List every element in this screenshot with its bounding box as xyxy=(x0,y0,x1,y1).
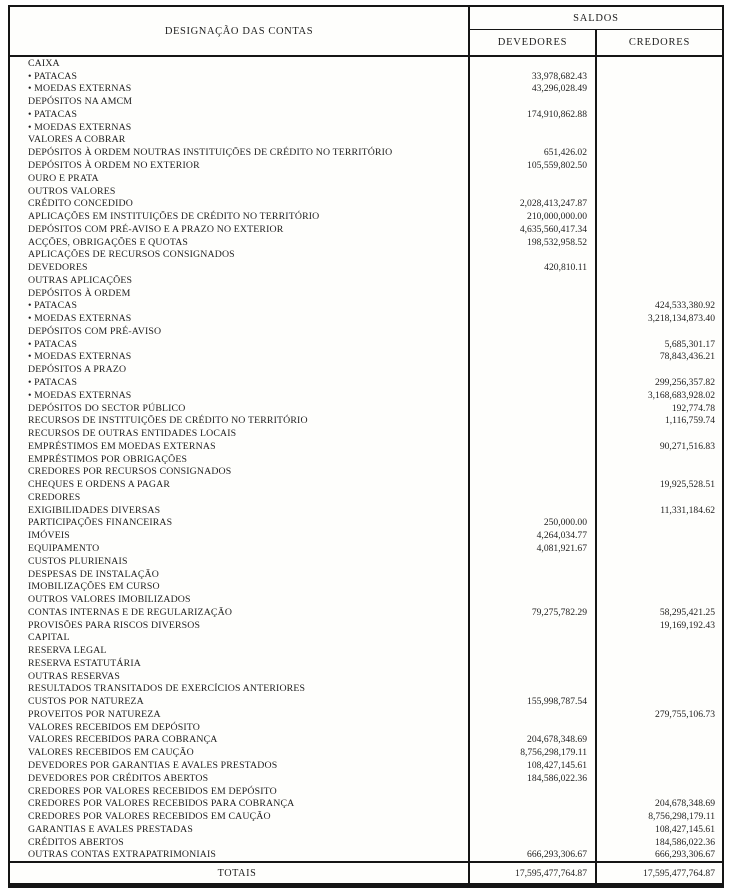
table-row xyxy=(10,785,722,798)
devedores-value xyxy=(470,402,597,415)
devedores-value xyxy=(470,121,597,134)
table-row xyxy=(10,772,722,785)
account-label: DEPÓSITOS COM PRÉ-AVISO xyxy=(10,325,470,338)
devedores-value xyxy=(470,580,597,593)
devedores-value: 43,296,028.49 xyxy=(470,83,597,96)
table-row xyxy=(10,427,722,440)
credores-value xyxy=(597,159,722,172)
account-label: • MOEDAS EXTERNAS xyxy=(10,351,470,364)
credores-value: 666,293,306.67 xyxy=(655,849,715,861)
account-label: CONTAS INTERNAS E DE REGULARIZAÇÃO xyxy=(10,606,470,619)
credores-value: 78,843,436.21 xyxy=(659,351,715,363)
table-row xyxy=(10,376,722,389)
credores-value: 58,295,421.25 xyxy=(659,606,715,618)
credores-value: 19,169,192.43 xyxy=(659,619,715,631)
devedores-value: 4,081,921.67 xyxy=(470,542,597,555)
credores-value: 279,755,106.73 xyxy=(655,708,715,720)
table-row xyxy=(10,848,722,861)
table-row xyxy=(10,146,722,159)
devedores-value: 2,028,413,247.87 xyxy=(470,197,597,210)
account-label: OUTRAS CONTAS EXTRAPATRIMONIAIS xyxy=(10,848,470,861)
devedores-value xyxy=(470,300,597,313)
credores-value xyxy=(597,185,722,198)
credores-value xyxy=(597,210,722,223)
account-label: DEPÓSITOS DO SECTOR PÚBLICO xyxy=(10,402,470,415)
totals-row xyxy=(10,861,722,883)
table-row xyxy=(10,606,722,619)
account-label: OUTRAS RESERVAS xyxy=(10,670,470,683)
credores-value xyxy=(597,427,722,440)
devedores-value xyxy=(470,568,597,581)
table-row xyxy=(10,223,722,236)
devedores-value xyxy=(470,657,597,670)
account-label: PROVEITOS POR NATUREZA xyxy=(10,708,470,721)
devedores-value: 155,998,787.54 xyxy=(470,695,597,708)
table-row xyxy=(10,746,722,759)
table-row xyxy=(10,810,722,823)
account-label: GARANTIAS E AVALES PRESTADAS xyxy=(10,823,470,836)
table-row xyxy=(10,529,722,542)
column-header-saldos: SALDOS xyxy=(470,7,722,30)
table-row xyxy=(10,491,722,504)
credores-value: 204,678,348.69 xyxy=(655,798,715,810)
devedores-value xyxy=(470,287,597,300)
account-label: PROVISÕES PARA RISCOS DIVERSOS xyxy=(10,619,470,632)
table-row xyxy=(10,708,722,721)
table-row xyxy=(10,593,722,606)
devedores-value xyxy=(470,389,597,402)
credores-value xyxy=(597,746,722,759)
credores-value xyxy=(597,83,722,96)
table-row xyxy=(10,236,722,249)
devedores-value xyxy=(470,248,597,261)
table-row xyxy=(10,466,722,479)
credores-value xyxy=(597,734,722,747)
table-row xyxy=(10,287,722,300)
credores-value xyxy=(597,261,722,274)
account-label: APLICAÇÕES EM INSTITUIÇÕES DE CRÉDITO NO TERRITÓRIO xyxy=(10,210,470,223)
account-label: • PATACAS xyxy=(10,338,470,351)
devedores-value xyxy=(470,823,597,836)
table-row xyxy=(10,389,722,402)
devedores-value xyxy=(470,683,597,696)
credores-value: 3,168,683,928.02 xyxy=(647,389,715,401)
devedores-value: 666,293,306.67 xyxy=(470,848,597,861)
table-row xyxy=(10,185,722,198)
table-row xyxy=(10,619,722,632)
account-label: RESERVA LEGAL xyxy=(10,644,470,657)
credores-value xyxy=(597,657,722,670)
credores-value: 90,271,516.83 xyxy=(659,440,715,452)
account-label: DEPÓSITOS À ORDEM NOUTRAS INSTITUIÇÕES DE CRÉDITO NO TERRITÓRIO xyxy=(10,146,470,159)
table-row xyxy=(10,300,722,313)
devedores-value: 184,586,022.36 xyxy=(470,772,597,785)
table-row xyxy=(10,631,722,644)
devedores-value xyxy=(470,312,597,325)
account-label: RECURSOS DE INSTITUIÇÕES DE CRÉDITO NO TERRITÓRIO xyxy=(10,414,470,427)
account-label: • MOEDAS EXTERNAS xyxy=(10,389,470,402)
account-label: VALORES RECEBIDOS PARA COBRANÇA xyxy=(10,734,470,747)
devedores-value xyxy=(470,440,597,453)
account-label: VALORES RECEBIDOS EM DEPÓSITO xyxy=(10,721,470,734)
credores-value: 11,331,184.62 xyxy=(660,504,715,516)
devedores-value xyxy=(470,57,597,70)
devedores-value xyxy=(470,644,597,657)
devedores-value xyxy=(470,453,597,466)
devedores-value xyxy=(470,478,597,491)
table-row xyxy=(10,261,722,274)
credores-value xyxy=(597,631,722,644)
credores-value: 424,533,380.92 xyxy=(655,300,715,312)
credores-value xyxy=(597,236,722,249)
table-row xyxy=(10,440,722,453)
account-label: • PATACAS xyxy=(10,108,470,121)
account-label: CUSTOS POR NATUREZA xyxy=(10,695,470,708)
devedores-value xyxy=(470,414,597,427)
table-row xyxy=(10,683,722,696)
devedores-value xyxy=(470,555,597,568)
table-row xyxy=(10,197,722,210)
table-row xyxy=(10,121,722,134)
table-row xyxy=(10,453,722,466)
devedores-value: 651,426.02 xyxy=(470,146,597,159)
account-label: IMOBILIZAÇÕES EM CURSO xyxy=(10,580,470,593)
credores-value xyxy=(597,555,722,568)
credores-value xyxy=(597,121,722,134)
account-label: DEPÓSITOS À ORDEM NO EXTERIOR xyxy=(10,159,470,172)
account-label: CHEQUES E ORDENS A PAGAR xyxy=(10,478,470,491)
table-row xyxy=(10,580,722,593)
credores-value xyxy=(597,363,722,376)
devedores-value: 420,810.11 xyxy=(470,261,597,274)
devedores-value xyxy=(470,376,597,389)
devedores-value xyxy=(470,172,597,185)
account-label: CUSTOS PLURIENAIS xyxy=(10,555,470,568)
table-row xyxy=(10,644,722,657)
table-row xyxy=(10,248,722,261)
devedores-value xyxy=(470,670,597,683)
devedores-value xyxy=(470,619,597,632)
account-label: DEVEDORES POR CRÉDITOS ABERTOS xyxy=(10,772,470,785)
table-row xyxy=(10,338,722,351)
table-row xyxy=(10,695,722,708)
account-label: DEPÓSITOS À ORDEM xyxy=(10,287,470,300)
devedores-value: 8,756,298,179.11 xyxy=(470,746,597,759)
account-label: EMPRÉSTIMOS EM MOEDAS EXTERNAS xyxy=(10,440,470,453)
table-row xyxy=(10,351,722,364)
credores-value xyxy=(597,223,722,236)
credores-value xyxy=(597,721,722,734)
devedores-value: 210,000,000.00 xyxy=(470,210,597,223)
account-label: VALORES RECEBIDOS EM CAUÇÃO xyxy=(10,746,470,759)
account-label: RESERVA ESTATUTÁRIA xyxy=(10,657,470,670)
devedores-value xyxy=(470,134,597,147)
credores-value xyxy=(597,695,722,708)
account-label: IMÓVEIS xyxy=(10,529,470,542)
table-row xyxy=(10,172,722,185)
account-label: • PATACAS xyxy=(10,300,470,313)
column-header-designacao: DESIGNAÇÃO DAS CONTAS xyxy=(10,7,470,55)
table-row xyxy=(10,504,722,517)
credores-value: 299,256,357.82 xyxy=(655,377,715,389)
table-row xyxy=(10,402,722,415)
credores-value xyxy=(597,683,722,696)
table-row xyxy=(10,83,722,96)
devedores-value: 79,275,782.29 xyxy=(470,606,597,619)
table-row xyxy=(10,759,722,772)
credores-value xyxy=(597,95,722,108)
account-label: CREDORES POR RECURSOS CONSIGNADOS xyxy=(10,466,470,479)
devedores-value: 250,000.00 xyxy=(470,517,597,530)
devedores-value xyxy=(470,836,597,849)
credores-value: 5,685,301.17 xyxy=(664,338,715,350)
table-row xyxy=(10,95,722,108)
table-row xyxy=(10,414,722,427)
account-label: • PATACAS xyxy=(10,70,470,83)
credores-value xyxy=(597,517,722,530)
credores-value xyxy=(597,70,722,83)
devedores-value: 198,532,958.52 xyxy=(470,236,597,249)
credores-value xyxy=(597,542,722,555)
devedores-value: 108,427,145.61 xyxy=(470,759,597,772)
table-row xyxy=(10,517,722,530)
account-label: OUTROS VALORES xyxy=(10,185,470,198)
credores-value xyxy=(597,146,722,159)
devedores-value xyxy=(470,351,597,364)
devedores-value xyxy=(470,504,597,517)
credores-value xyxy=(597,453,722,466)
devedores-value xyxy=(470,631,597,644)
credores-value xyxy=(597,274,722,287)
credores-value: 1,116,759.74 xyxy=(664,415,715,427)
account-label: ACÇÕES, OBRIGAÇÕES E QUOTAS xyxy=(10,236,470,249)
devedores-value: 204,678,348.69 xyxy=(470,734,597,747)
account-label: CREDORES POR VALORES RECEBIDOS PARA COBRANÇA xyxy=(10,797,470,810)
devedores-value xyxy=(470,708,597,721)
account-label: DEVEDORES xyxy=(10,261,470,274)
table-row xyxy=(10,823,722,836)
account-label: CREDORES xyxy=(10,491,470,504)
account-label: CRÉDITO CONCEDIDO xyxy=(10,197,470,210)
credores-value xyxy=(597,325,722,338)
devedores-value: 174,910,862.88 xyxy=(470,108,597,121)
devedores-value xyxy=(470,363,597,376)
credores-value xyxy=(597,785,722,798)
devedores-value xyxy=(470,338,597,351)
table-row xyxy=(10,159,722,172)
devedores-value xyxy=(470,593,597,606)
table-row xyxy=(10,836,722,849)
table-body xyxy=(10,57,722,861)
totals-devedores: 17,595,477,764.87 xyxy=(470,863,597,883)
account-label: PARTICIPAÇÕES FINANCEIRAS xyxy=(10,517,470,530)
table-row xyxy=(10,734,722,747)
credores-value xyxy=(597,172,722,185)
account-label: OUTRAS APLICAÇÕES xyxy=(10,274,470,287)
devedores-value xyxy=(470,274,597,287)
devedores-value xyxy=(470,185,597,198)
account-label: CAPITAL xyxy=(10,631,470,644)
trial-balance-table xyxy=(8,5,724,888)
credores-value: 108,427,145.61 xyxy=(655,823,715,835)
devedores-value xyxy=(470,466,597,479)
table-row xyxy=(10,670,722,683)
account-label: CRÉDITOS ABERTOS xyxy=(10,836,470,849)
account-label: VALORES A COBRAR xyxy=(10,134,470,147)
credores-value xyxy=(597,593,722,606)
account-label: CAIXA xyxy=(10,57,470,70)
credores-value: 3,218,134,873.40 xyxy=(647,313,715,325)
devedores-value: 4,635,560,417.34 xyxy=(470,223,597,236)
account-label: APLICAÇÕES DE RECURSOS CONSIGNADOS xyxy=(10,248,470,261)
column-header-devedores: DEVEDORES xyxy=(470,30,597,55)
credores-value xyxy=(597,772,722,785)
table-row xyxy=(10,134,722,147)
account-label: EXIGIBILIDADES DIVERSAS xyxy=(10,504,470,517)
credores-value: 192,774.78 xyxy=(671,402,715,414)
account-label: DEVEDORES POR GARANTIAS E AVALES PRESTADOS xyxy=(10,759,470,772)
credores-value xyxy=(597,108,722,121)
table-row xyxy=(10,70,722,83)
devedores-value xyxy=(470,797,597,810)
credores-value xyxy=(597,580,722,593)
account-label: RECURSOS DE OUTRAS ENTIDADES LOCAIS xyxy=(10,427,470,440)
table-row xyxy=(10,721,722,734)
table-row xyxy=(10,478,722,491)
credores-value xyxy=(597,134,722,147)
account-label: DEPÓSITOS NA AMCM xyxy=(10,95,470,108)
account-label: EQUIPAMENTO xyxy=(10,542,470,555)
credores-value xyxy=(597,644,722,657)
devedores-value xyxy=(470,721,597,734)
credores-value xyxy=(597,57,722,70)
account-label: • MOEDAS EXTERNAS xyxy=(10,312,470,325)
table-row xyxy=(10,312,722,325)
credores-value xyxy=(597,529,722,542)
table-row xyxy=(10,274,722,287)
account-label: EMPRÉSTIMOS POR OBRIGAÇÕES xyxy=(10,453,470,466)
account-label: DESPESAS DE INSTALAÇÃO xyxy=(10,568,470,581)
credores-value: 8,756,298,179.11 xyxy=(648,811,715,823)
devedores-value: 4,264,034.77 xyxy=(470,529,597,542)
totals-credores: 17,595,477,764.87 xyxy=(643,867,715,879)
account-label: OURO E PRATA xyxy=(10,172,470,185)
saldos-header-group xyxy=(470,7,722,55)
account-label: OUTROS VALORES IMOBILIZADOS xyxy=(10,593,470,606)
account-label: CREDORES POR VALORES RECEBIDOS EM DEPÓSITO xyxy=(10,785,470,798)
credores-value: 184,586,022.36 xyxy=(655,836,715,848)
account-label: RESULTADOS TRANSITADOS DE EXERCÍCIOS ANTERIORES xyxy=(10,683,470,696)
credores-value xyxy=(597,670,722,683)
credores-value xyxy=(597,248,722,261)
account-label: DEPÓSITOS A PRAZO xyxy=(10,363,470,376)
credores-value xyxy=(597,287,722,300)
account-label: • PATACAS xyxy=(10,376,470,389)
devedores-value xyxy=(470,95,597,108)
table-row xyxy=(10,57,722,70)
devedores-value: 33,978,682.43 xyxy=(470,70,597,83)
column-header-credores: CREDORES xyxy=(628,37,691,48)
devedores-value xyxy=(470,325,597,338)
table-row xyxy=(10,108,722,121)
saldos-subheader xyxy=(470,30,722,55)
devedores-value xyxy=(470,491,597,504)
account-label: CREDORES POR VALORES RECEBIDOS EM CAUÇÃO xyxy=(10,810,470,823)
devedores-value xyxy=(470,785,597,798)
table-row xyxy=(10,363,722,376)
table-row xyxy=(10,555,722,568)
credores-value xyxy=(597,491,722,504)
devedores-value xyxy=(470,810,597,823)
table-row xyxy=(10,542,722,555)
credores-value xyxy=(597,466,722,479)
account-label: • MOEDAS EXTERNAS xyxy=(10,83,470,96)
credores-value xyxy=(597,759,722,772)
credores-value xyxy=(597,197,722,210)
devedores-value xyxy=(470,427,597,440)
devedores-value: 105,559,802.50 xyxy=(470,159,597,172)
credores-value: 19,925,528.51 xyxy=(659,479,715,491)
account-label: DEPÓSITOS COM PRÉ-AVISO E A PRAZO NO EXTERIOR xyxy=(10,223,470,236)
table-row xyxy=(10,210,722,223)
table-row xyxy=(10,797,722,810)
credores-value xyxy=(597,568,722,581)
table-row xyxy=(10,657,722,670)
table-row xyxy=(10,325,722,338)
table-row xyxy=(10,568,722,581)
table-header xyxy=(10,7,722,57)
account-label: • MOEDAS EXTERNAS xyxy=(10,121,470,134)
totals-label: TOTAIS xyxy=(10,863,470,883)
